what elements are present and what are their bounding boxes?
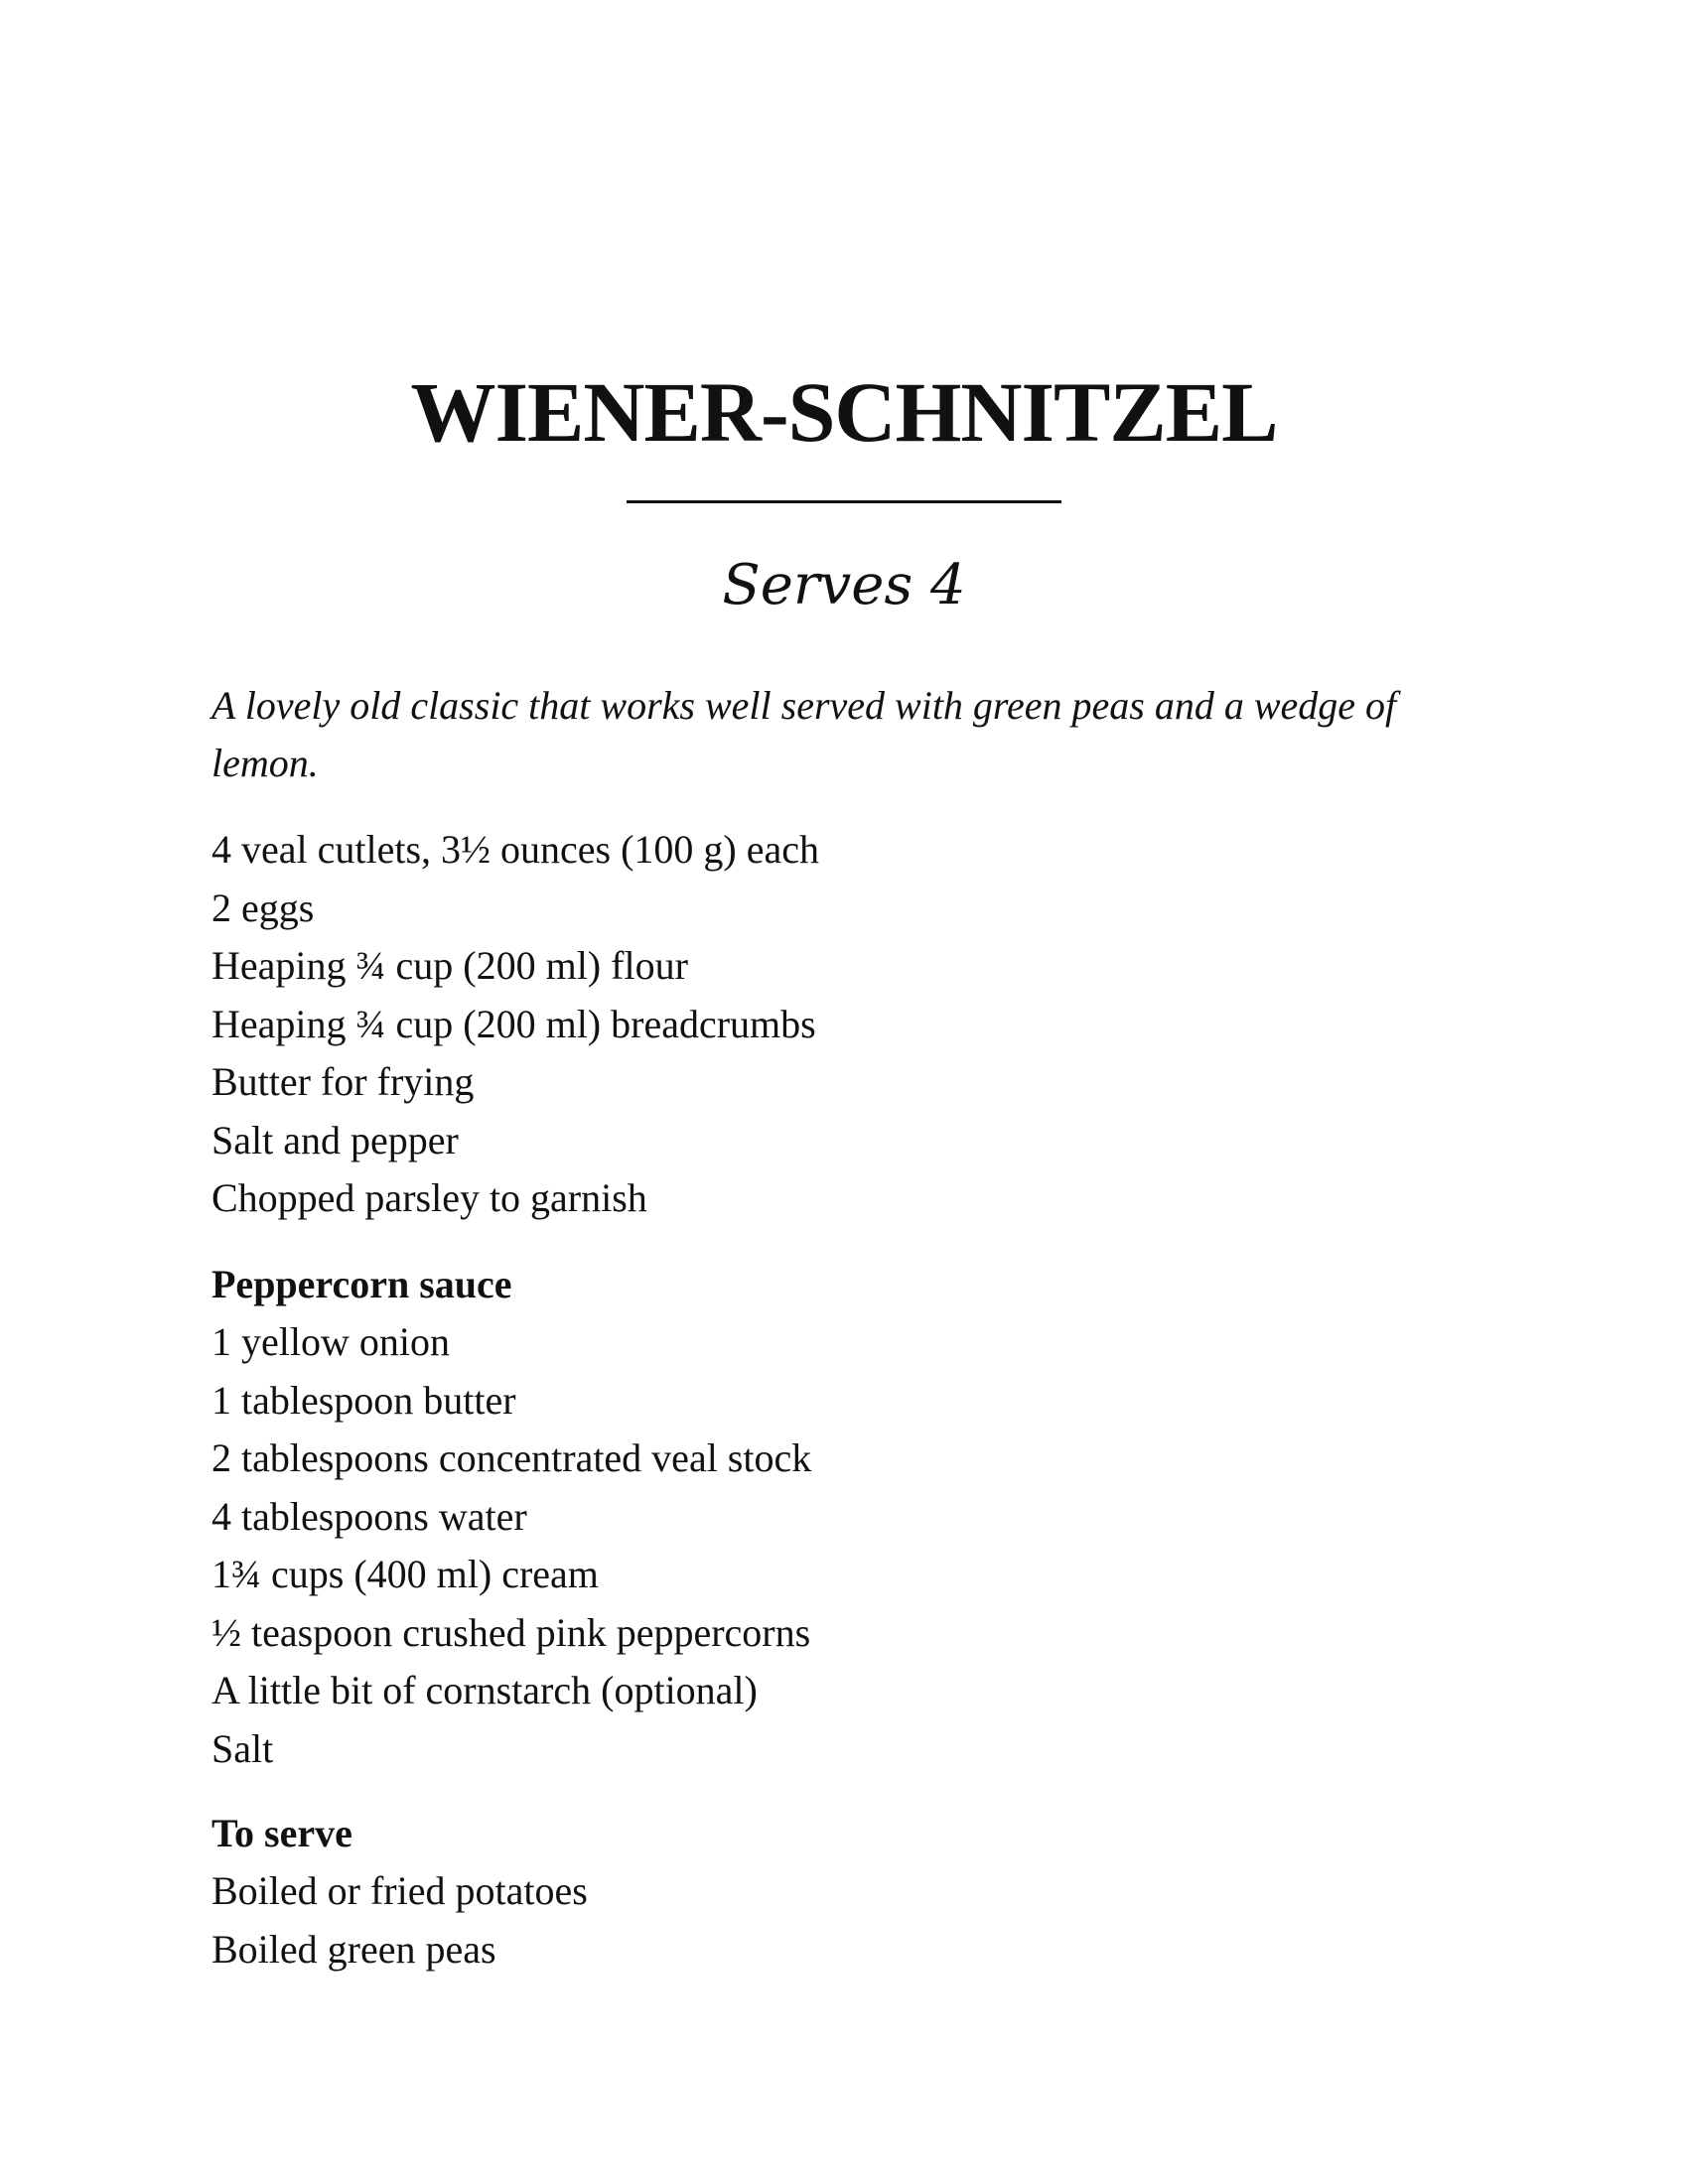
title-divider: [627, 500, 1061, 503]
recipe-intro: A lovely old classic that works well served with green peas and a wedge of lemon.: [211, 683, 1397, 785]
ingredient-item: 4 veal cutlets, 3½ ounces (100 g) each: [211, 827, 820, 872]
sauce-ingredient-item: 2 tablespoons concentrated veal stock: [211, 1435, 812, 1480]
sauce-ingredient-item: Salt: [211, 1725, 274, 1771]
sauce-ingredient-item: 4 tablespoons water: [211, 1493, 527, 1539]
sauce-ingredient-item: 1 yellow onion: [211, 1319, 450, 1364]
sauce-ingredient-item: A little bit of cornstarch (optional): [211, 1668, 758, 1712]
ingredient-item: Chopped parsley to garnish: [211, 1175, 647, 1220]
sauce-heading: Peppercorn sauce: [211, 1262, 512, 1306]
sauce-ingredient-item: 1¾ cups (400 ml) cream: [211, 1552, 599, 1596]
to-serve-heading: To serve: [211, 1811, 352, 1855]
ingredient-item: Salt and pepper: [211, 1117, 459, 1162]
to-serve-item: Boiled green peas: [211, 1926, 496, 1972]
recipe-title: WIENER-SCHNITZEL: [410, 364, 1278, 460]
ingredient-item: Butter for frying: [211, 1059, 475, 1104]
to-serve-item: Boiled or fried potatoes: [211, 1868, 588, 1913]
sauce-ingredient-item: ½ teaspoon crushed pink peppercorns: [211, 1609, 811, 1655]
ingredient-item: Heaping ¾ cup (200 ml) flour: [211, 943, 688, 988]
sauce-ingredient-list: [211, 1313, 811, 1778]
serves-line: Serves 4: [722, 553, 966, 617]
ingredient-list: [211, 821, 819, 1228]
ingredient-item: 2 eggs: [211, 885, 315, 930]
sauce-ingredient-item: 1 tablespoon butter: [211, 1377, 516, 1423]
to-serve-list: [211, 1862, 588, 1979]
ingredient-item: Heaping ¾ cup (200 ml) breadcrumbs: [211, 1001, 816, 1046]
